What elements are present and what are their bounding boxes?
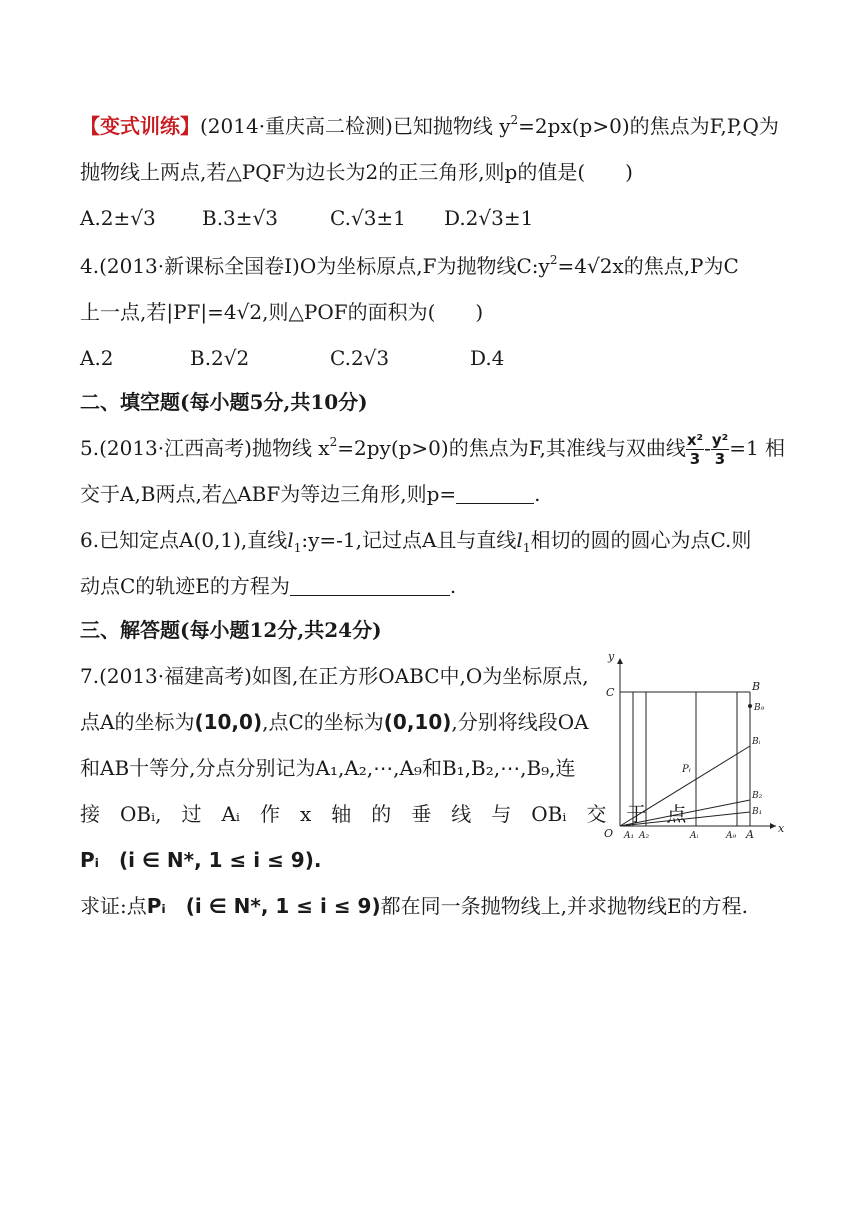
label-a2: A₂ <box>639 831 650 841</box>
q4-sup: 2 <box>549 253 558 268</box>
label-b2: B₂ <box>752 791 763 801</box>
q7-text-2b: ,点C的坐标为 <box>262 710 384 734</box>
q5-line2 <box>80 476 541 513</box>
section-fill-in-heading: 二、填空题(每小题5分,共10分) <box>80 390 368 414</box>
q6-line1 <box>80 522 751 559</box>
q7-coord-a: (10,0) <box>194 710 263 734</box>
q5-frac-y-den: 3 <box>714 450 726 468</box>
q7-text-6a: 求证:点 <box>80 894 147 918</box>
q3-line1 <box>80 108 779 145</box>
q7-line4: 接 OBᵢ, 过 Aᵢ 作 x 轴 的 垂 线 与 OBᵢ 交 于 点 <box>80 802 687 826</box>
label-a9: A₉ <box>726 831 737 841</box>
q5-text-2: 交于A,B两点,若△ABF为等边三角形,则p= <box>80 482 457 506</box>
label-x: x <box>778 822 785 835</box>
q3-option-c: C.√3±1 <box>330 206 406 230</box>
q4-text-1: 4.(2013·新课标全国卷Ⅰ)O为坐标原点,F为抛物线C:y <box>80 254 550 278</box>
q7-line5: Pᵢ (i ∈ N*, 1 ≤ i ≤ 9). <box>80 848 322 872</box>
label-c: C <box>606 686 615 699</box>
q6-line2 <box>80 568 456 605</box>
q5-answer-blank[interactable] <box>456 481 534 504</box>
label-bi: Bᵢ <box>752 737 761 747</box>
q7-line3: 和AB十等分,分点分别记为A₁,A₂,⋯,A₉和B₁,B₂,⋯,B₉,连 <box>80 756 576 780</box>
variant-training-tag: 【变式训练】 <box>80 114 200 138</box>
q4-line1 <box>80 248 739 285</box>
q7-text-2a: 点A的坐标为 <box>80 710 195 734</box>
label-pi: Pᵢ <box>682 764 691 775</box>
q5-frac-x-num: x² <box>686 431 704 449</box>
label-b: B <box>752 680 761 693</box>
q6-text-b: :y=-1,记过点A且与直线 <box>301 528 517 552</box>
ray-ob-2 <box>620 800 750 826</box>
q6-text-c: 相切的圆的圆心为点C.则 <box>530 528 752 552</box>
q5-text-b: =2py(p>0)的焦点为F,其准线与双曲线 <box>337 436 686 460</box>
q5-fraction-y <box>711 431 729 468</box>
q4-text-1b: =4√2x的焦点,P为C <box>557 254 739 278</box>
q6-end: . <box>449 574 457 598</box>
label-b9: B₉ <box>754 703 765 713</box>
q6-l1-sub-2: 1 <box>522 541 531 555</box>
q7-text-2c: ,分别将线段OA <box>451 710 589 734</box>
q7-text-6b: 都在同一条抛物线上,并求抛物线E的方程. <box>380 894 748 918</box>
q7-line6 <box>80 888 748 925</box>
q3-text-1b: =2px(p>0)的焦点为F,P,Q为 <box>518 114 779 138</box>
label-a: A <box>746 828 754 841</box>
q4-option-c: C.2√3 <box>330 346 390 370</box>
q3-sup: 2 <box>510 113 519 128</box>
q7-coord-c: (0,10) <box>383 710 452 734</box>
q5-end: . <box>534 482 541 506</box>
q5-line1 <box>80 430 785 468</box>
label-o: O <box>604 827 614 840</box>
square-oabc-figure <box>600 646 790 846</box>
q3-option-d: D.2√3±1 <box>444 206 534 230</box>
q5-sup: 2 <box>329 435 338 450</box>
q6-l1-sub: 1 <box>293 541 302 555</box>
q6-l1-symbol-2: l <box>516 528 523 552</box>
q7-line2 <box>80 704 589 741</box>
y-axis-arrow <box>617 658 623 664</box>
section-solution-heading: 三、解答题(每小题12分,共24分) <box>80 618 382 642</box>
q7-pi-condition: Pᵢ (i ∈ N*, 1 ≤ i ≤ 9) <box>146 894 381 918</box>
q3-line2: 抛物线上两点,若△PQF为边长为2的正三角形,则p的值是( ) <box>80 160 633 184</box>
q5-fraction-x <box>686 431 704 468</box>
q4-option-a: A.2 <box>80 346 114 370</box>
q6-l1-symbol: l <box>287 528 294 552</box>
q4-option-d: D.4 <box>470 346 505 370</box>
q6-text-2: 动点C的轨迹E的方程为 <box>80 574 290 598</box>
q7-line1: 7.(2013·福建高考)如图,在正方形OABC中,O为坐标原点, <box>80 664 589 688</box>
point-b9 <box>748 704 752 708</box>
q5-frac-y-num: y² <box>711 431 729 449</box>
q6-answer-blank[interactable] <box>290 573 450 596</box>
q3-text-1: (2014·重庆高二检测)已知抛物线 y <box>200 114 511 138</box>
q5-text-c: =1 相 <box>729 436 786 460</box>
q3-option-a: A.2±√3 <box>80 206 156 230</box>
q5-text-a: 5.(2013·江西高考)抛物线 x <box>80 436 330 460</box>
q4-option-b: B.2√2 <box>190 346 250 370</box>
label-y: y <box>608 650 615 663</box>
q3-option-b: B.3±√3 <box>202 206 279 230</box>
q5-minus: - <box>704 436 711 460</box>
label-a1: A₁ <box>624 831 635 841</box>
q5-frac-x-den: 3 <box>689 450 701 468</box>
q4-line2: 上一点,若|PF|=4√2,则△POF的面积为( ) <box>80 300 484 324</box>
q6-text-a: 6.已知定点A(0,1),直线 <box>80 528 288 552</box>
label-ai: Aᵢ <box>690 831 699 841</box>
x-axis-arrow <box>770 823 776 829</box>
label-b1: B₁ <box>752 807 763 817</box>
